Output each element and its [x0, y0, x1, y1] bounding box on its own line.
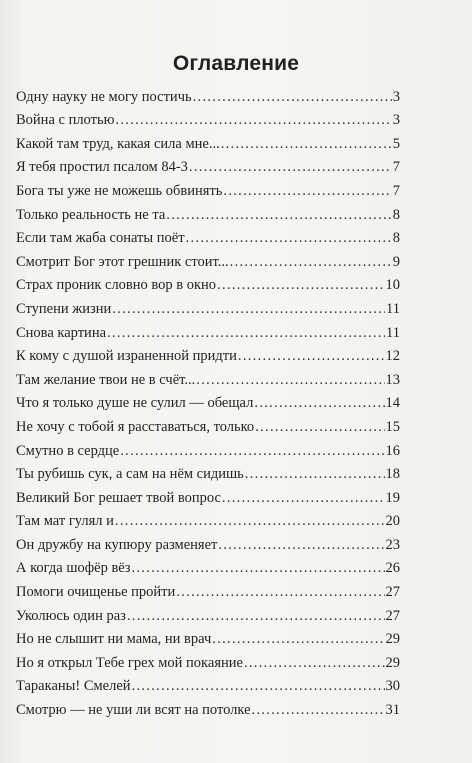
dot-leader [120, 443, 384, 460]
toc-entry-title: Если там жаба сонаты поёт [16, 230, 185, 247]
toc-entry-page-number: 26 [385, 560, 400, 577]
toc-entry-title: Он дружбу на купюру разменяет [16, 536, 218, 553]
dot-leader [217, 277, 384, 294]
toc-entry [16, 247, 400, 271]
toc-entry-title: Не хочу с тобой я расставаться, только [16, 418, 255, 435]
toc-entry-page-number: 13 [385, 371, 400, 388]
dot-leader [166, 207, 391, 224]
toc-entry [16, 106, 400, 130]
toc-entry-title: Бога ты уже не можешь обвинять [16, 182, 223, 199]
toc-entry [16, 530, 400, 554]
toc-entry-page-number: 16 [385, 442, 400, 459]
toc-entry-page-number: 27 [385, 584, 400, 601]
toc-entry [16, 672, 400, 696]
toc-entry-page-number: 11 [386, 324, 400, 341]
dot-leader [221, 136, 392, 153]
toc-entry-title: Там мат гулял и [16, 513, 114, 530]
toc-entry [16, 412, 400, 436]
dot-leader [238, 348, 385, 365]
dot-leader [132, 678, 385, 695]
toc-entry [16, 507, 400, 531]
toc-entry [16, 224, 400, 248]
toc-entry [16, 483, 400, 507]
toc-entry-title: Ступени жизни [16, 300, 112, 317]
toc-entry-title: Что я только душе не сулил — обещал [16, 395, 254, 412]
toc-entry [16, 554, 400, 578]
toc-entry-title: Смотрю — не уши ли всят на потолке [16, 702, 251, 719]
dot-leader [245, 466, 385, 483]
dot-leader [222, 490, 385, 507]
toc-entry-title: Я тебя простил псалом 84-3 [16, 159, 188, 176]
toc-entry [16, 365, 400, 389]
table-of-contents [16, 82, 400, 719]
toc-entry [16, 294, 400, 318]
toc-entry-page-number: 15 [385, 418, 400, 435]
toc-entry-page-number: 27 [385, 607, 400, 624]
toc-entry-title: Смутно в сердце [16, 442, 120, 459]
toc-entry-title: Тараканы! Смелей [16, 678, 131, 695]
toc-entry-page-number: 8 [392, 206, 400, 223]
toc-entry [16, 577, 400, 601]
toc-entry-title: Снова картина [16, 324, 107, 341]
dot-leader [193, 89, 392, 106]
toc-entry [16, 389, 400, 413]
dot-leader [218, 537, 384, 554]
toc-entry-title: Страх проник словно вор в окно [16, 277, 217, 294]
dot-leader [186, 230, 392, 247]
dot-leader [252, 702, 385, 719]
toc-entry [16, 695, 400, 719]
toc-entry-page-number: 9 [392, 253, 400, 270]
dot-leader [189, 159, 392, 176]
dot-leader [127, 608, 385, 625]
dot-leader [112, 301, 385, 318]
toc-entry [16, 601, 400, 625]
dot-leader [115, 513, 385, 530]
dot-leader [212, 631, 384, 648]
toc-entry-page-number: 12 [385, 348, 400, 365]
toc-entry-page-number: 8 [392, 230, 400, 247]
toc-entry [16, 460, 400, 484]
toc-entry-title: Война с плотью [16, 112, 115, 129]
dot-leader [196, 372, 384, 389]
toc-entry-page-number: 3 [392, 88, 400, 105]
toc-entry-page-number: 3 [392, 112, 400, 129]
toc-entry-title: Помоги очищенье пройти [16, 584, 176, 601]
toc-entry-page-number: 10 [385, 277, 400, 294]
toc-entry-title: Смотрит Бог этот грешник стоит... [16, 253, 229, 270]
toc-entry-title: Но не слышит ни мама, ни врач [16, 631, 212, 648]
toc-entry-title: Одну науку не могу постичь [16, 88, 192, 105]
toc-entry-page-number: 30 [385, 678, 400, 695]
toc-entry-page-number: 11 [386, 300, 400, 317]
dot-leader [244, 655, 385, 672]
toc-entry-page-number: 20 [385, 513, 400, 530]
toc-entry [16, 153, 400, 177]
dot-leader [176, 584, 384, 601]
toc-entry-page-number: 18 [385, 466, 400, 483]
page-title: Оглавление [172, 52, 300, 75]
toc-entry-title: К кому с душой израненной придти [16, 348, 237, 365]
dot-leader [131, 560, 384, 577]
toc-entry [16, 200, 400, 224]
dot-leader [254, 395, 384, 412]
toc-entry-title: Только реальность не та [16, 206, 166, 223]
dot-leader [230, 254, 392, 271]
dot-leader [115, 112, 391, 129]
toc-entry [16, 625, 400, 649]
toc-entry [16, 129, 400, 153]
toc-entry-page-number: 29 [385, 654, 400, 671]
toc-entry-page-number: 7 [392, 182, 400, 199]
toc-entry-title: Ты рубишь сук, а сам на нём сидишь [16, 466, 244, 483]
toc-entry [16, 176, 400, 200]
toc-entry [16, 436, 400, 460]
toc-entry [16, 82, 400, 106]
toc-entry-title: Какой там труд, какая сила мне... [16, 135, 220, 152]
toc-entry-title: Великий Бог решает твой вопрос [16, 489, 221, 506]
toc-entry-page-number: 7 [392, 159, 400, 176]
toc-entry-page-number: 19 [385, 489, 400, 506]
toc-entry-title: Но я открыл Тебе грех мой покаяние [16, 654, 243, 671]
dot-leader [255, 419, 384, 436]
toc-entry-page-number: 23 [385, 536, 400, 553]
toc-entry-page-number: 14 [385, 395, 400, 412]
toc-entry-title: Уколюсь один раз [16, 607, 126, 624]
toc-entry-page-number: 31 [385, 702, 400, 719]
dot-leader [223, 183, 391, 200]
toc-entry-title: Там желание твои не в счёт... [16, 371, 196, 388]
toc-entry-page-number: 5 [392, 135, 400, 152]
toc-entry [16, 342, 400, 366]
toc-entry-title: А когда шофёр вёз [16, 560, 131, 577]
toc-entry-page-number: 29 [385, 631, 400, 648]
toc-entry [16, 271, 400, 295]
toc-entry [16, 318, 400, 342]
toc-entry [16, 648, 400, 672]
dot-leader [107, 325, 385, 342]
